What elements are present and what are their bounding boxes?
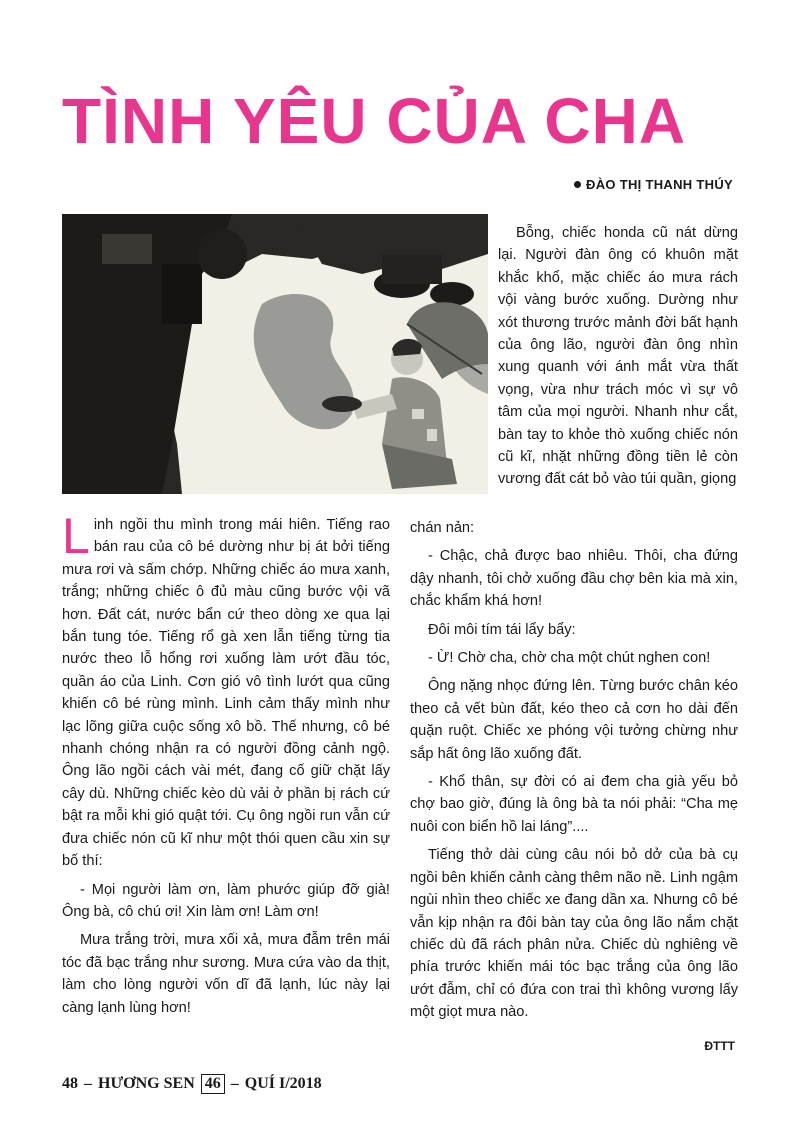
magazine-name: HƯƠNG SEN [98,1075,195,1092]
author-name: ĐÀO THỊ THANH THÚY [586,177,733,192]
signature: ĐTTT [704,1039,735,1053]
footer-dash: – [230,1075,239,1092]
bullet-icon [574,181,581,188]
left-paragraph: Mưa trắng trời, mưa xối xả, mưa đẫm trên mái tóc đã bạc trắng như sương. Mưa cứa vào da thịt, làm cho lòng người vốn dĩ đã lạnh, lúc này lại càng lạnh lùng hơn! [62,932,390,1016]
page-number: 48 [62,1075,78,1092]
opening-paragraph [62,508,390,873]
illustration [62,214,488,494]
opening-paragraph-text: inh ngồi thu mình trong mái hiên. Tiếng rao bán rau của cô bé dường như bị át bởi tiếng mưa rơi và sấm chớp. Những chiếc áo mưa xanh, trắng; những chiếc ô đủ màu cũng bước vội vã hơn. Đất cát, nước bẩn cứ theo dòng xe qua lại bắn tung tóe. Tiếng rổ gà xen lẫn tiếng từng tia nước theo lỗ hổng rơi xuống làm ướt đầu tóc, quần áo của Linh. Cơn gió vô tình lướt qua cũng khiến cô bé rùng mình. Linh cảm thấy mình như lạc lõng giữa cuộc sống xô bồ. Thế nhưng, cô bé nhanh chóng nhận ra có người đồng cảnh ngộ. Ông lão ngồi cách vài mét, đang cố giữ chặt lấy cây dù. Những chiếc kèo dù vải ở phần bị rách cứ bật ra mỗi khi gió quật tới. Cụ ông ngồi run vẫn cứ đưa chiếc nón cũ kĩ như một thói quen cầu xin sự bố thí: [62,517,390,870]
right-paragraph: - Ừ! Chờ cha, chờ cha một chút nghen con! [428,650,711,667]
right-column [410,517,738,1030]
right-paragraph: - Khổ thân, sự đời có ai đem cha già yếu bỏ chợ bao giờ, đúng là ông bà ta nói phải: “Cha mẹ nuôi con biển hồ lai láng”.... [410,774,738,835]
issue-number: 46 [201,1074,225,1094]
right-paragraph: chán nản: [410,520,475,536]
beggar-umbrella-illustration [62,214,488,494]
right-paragraph: - Chậc, chả được bao nhiêu. Thôi, cha đứng dậy nhanh, tôi chở xuống đầu chợ bên kia mà xin, chắc khẩm khá hơn! [410,548,738,610]
right-paragraph: Đôi môi tím tái lẩy bẩy: [428,621,576,638]
article-title: TÌNH YÊU CỦA CHA [62,85,687,157]
right-paragraph: Tiếng thở dài cùng câu nói bỏ dở của bà cụ ngồi bên khiến cảnh càng thêm não nề. Linh ngậm ngùi nhìn theo chiếc xe đang dần xa. Nhưng cô bé vẫn kịp nhận ra đôi bàn tay của ông lão nắm chặt chiếc dù đã rách phân nửa. Chiếc dù nghiêng về phía trước khiến mái tóc bạc trắng của ông lão ướt đẫm, chỉ có đứa con trai thì không vương lấy một giọt mưa nào. [410,847,738,1021]
intro-column [498,222,738,497]
intro-paragraph: Bỗng, chiếc honda cũ nát dừng lại. Người đàn ông có khuôn mặt khắc khổ, mặc chiếc áo mưa rách vội vàng bước xuống. Dường như xót thương trước mảnh đời bất hạnh của ông lão, người đàn ông nhìn xung quanh với ánh mắt vừa thất vọng, vừa như trách móc vì sự vô tâm của mọi người. Nhanh như cắt, bàn tay to khỏe thò xuống chiếc nón cũ kĩ, nhặt những đồng tiền lẻ còn vương đất cát bỏ vào túi quần, giọng [498,225,738,488]
footer-dash: – [84,1075,92,1092]
left-column [62,508,390,1025]
author-byline [574,177,733,192]
page-footer [62,1074,322,1094]
issue-period: QUÍ I/2018 [244,1075,322,1092]
drop-cap: L [62,508,90,564]
right-paragraph: Ông nặng nhọc đứng lên. Từng bước chân kéo theo cả vết bùn đất, kéo theo cả cơn ho dài đến quặn ruột. Chiếc xe phóng vội tưởng chừng như sắp hất ông lão xuống đất. [410,678,738,762]
left-paragraph: - Mọi người làm ơn, làm phước giúp đỡ già! Ông bà, cô chú ơi! Xin làm ơn! Làm ơn! [62,881,390,920]
